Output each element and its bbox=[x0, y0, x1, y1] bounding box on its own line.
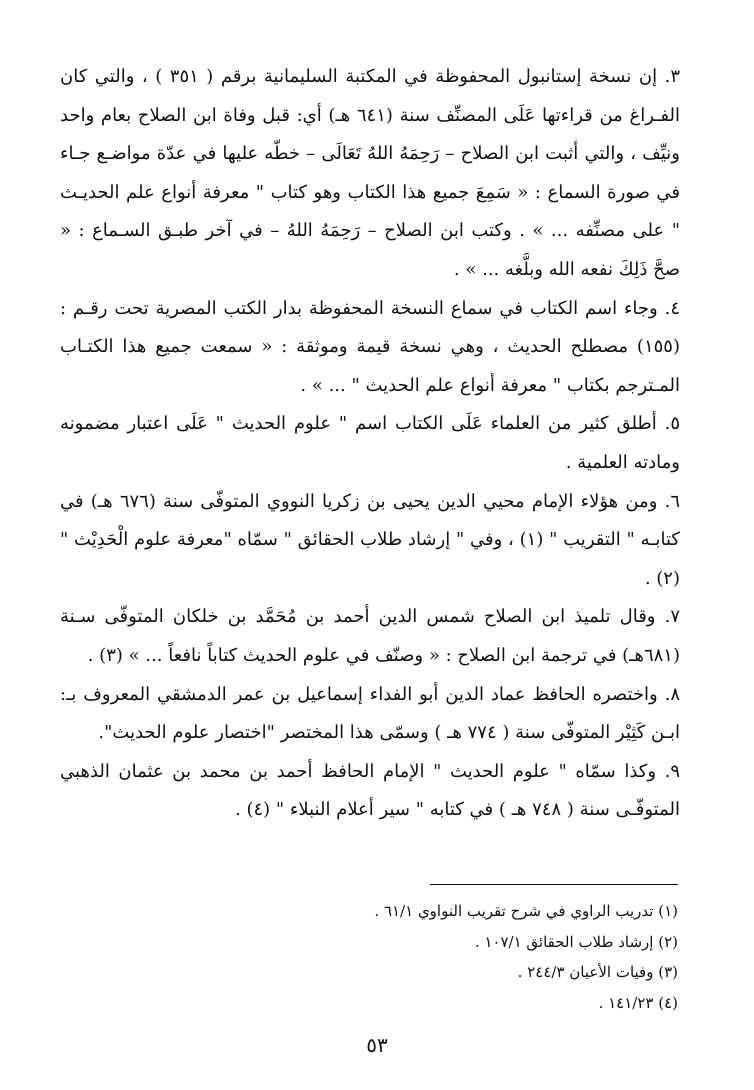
footnote-3: (٣) وفيات الأعيان ٢٤٤/٣ . bbox=[517, 963, 678, 981]
paragraph-7: ٧. وقال تلميذ ابن الصلاح شمس الدين أحمد بن مُحَمَّد بن خلكان المتوفّى سـنة (٦٨١هـ) في ترجمة ابن الصلاح : « وصنّف في علوم الحديث كتاباً نافعاً ... » (٣) . bbox=[60, 606, 680, 666]
body-text bbox=[60, 58, 680, 830]
paragraph-4: ٤. وجاء اسم الكتاب في سماع النسخة المحفوظة بدار الكتب المصرية تحت رقـم : (١٥٥) مصطلح الحديث ، وهي نسخة قيمة وموثقة : « سمعت جميع هذا الكتـاب المـترجم بكتاب " معرفة أنواع علم الحديث " ... » . bbox=[60, 297, 680, 396]
footnotes bbox=[60, 896, 678, 1018]
paragraph-8: ٨. واختصره الحافظ عماد الدين أبو الفداء إسماعيل بن عمر الدمشقي المعروف بـ: ابـن كَثِيْر المتوفّى سنة ( ٧٧٤ هـ ) وسمّى هذا المختصر "اختصار علوم الحديث". bbox=[60, 683, 680, 744]
paragraph-9: ٩. وكذا سمّاه " علوم الحديث " الإمام الحافظ أحمد بن محمد بن عثمان الذهبي المتوفّـى سنة ( ٧٤٨ هـ ) في كتابه " سير أعلام النبلاء " (٤) . bbox=[60, 760, 680, 821]
footnote-separator bbox=[430, 884, 678, 885]
footnote-1: (١) تدريب الراوي في شرح تقريب النواوي ٦١/١ . bbox=[374, 902, 678, 920]
footnote-4: (٤) ١٤١/٢٣ . bbox=[598, 993, 678, 1012]
paragraph-3: ٣. إن نسخة إستانبول المحفوظة في المكتبة السليمانية برقم ( ٣٥١ ) ، والتي كان الفـراغ من قراءتها عَلَى المصنِّف سنة (٦٤١ هـ) أي: قبل وفاة ابن الصلاح بعام واحد ونيِّف ، والتي أثبت ابن الصلاح – رَحِمَهُ اللهُ تَعَالَى – خطّه عليها في عدّة مواضـع جـاء في صورة السماع : « سَمِعَ جميع هذا الكتاب وهو كتاب " معرفة أنواع علم الحديـث " على مصنِّفه ... » . وكتب ابن الصلاح – رَحِمَهُ اللهُ – في آخر طبـق السـماع : « صحَّ ذَلِكَ نفعه الله وبلَّغه ... » . bbox=[60, 66, 681, 280]
paragraph-6: ٦. ومن هؤلاء الإمام محيي الدين يحيى بن زكريا النووي المتوفّى سنة (٦٧٦ هـ) في كتابـه " التقريب " (١) ، وفي " إرشاد طلاب الحقائق " سمّاه "معرفة علوم الْحَدِيْث " (٢) . bbox=[60, 490, 680, 589]
paragraph-5: ٥. أطلق كثير من العلماء عَلَى الكتاب اسم " علوم الحديث " عَلَى اعتبار مضمونه ومادته العلمية . bbox=[60, 413, 680, 473]
page-number: ٥٣ bbox=[366, 1033, 388, 1057]
footnote-2: (٢) إرشاد طلاب الحقائق ١٠٧/١ . bbox=[474, 932, 678, 951]
